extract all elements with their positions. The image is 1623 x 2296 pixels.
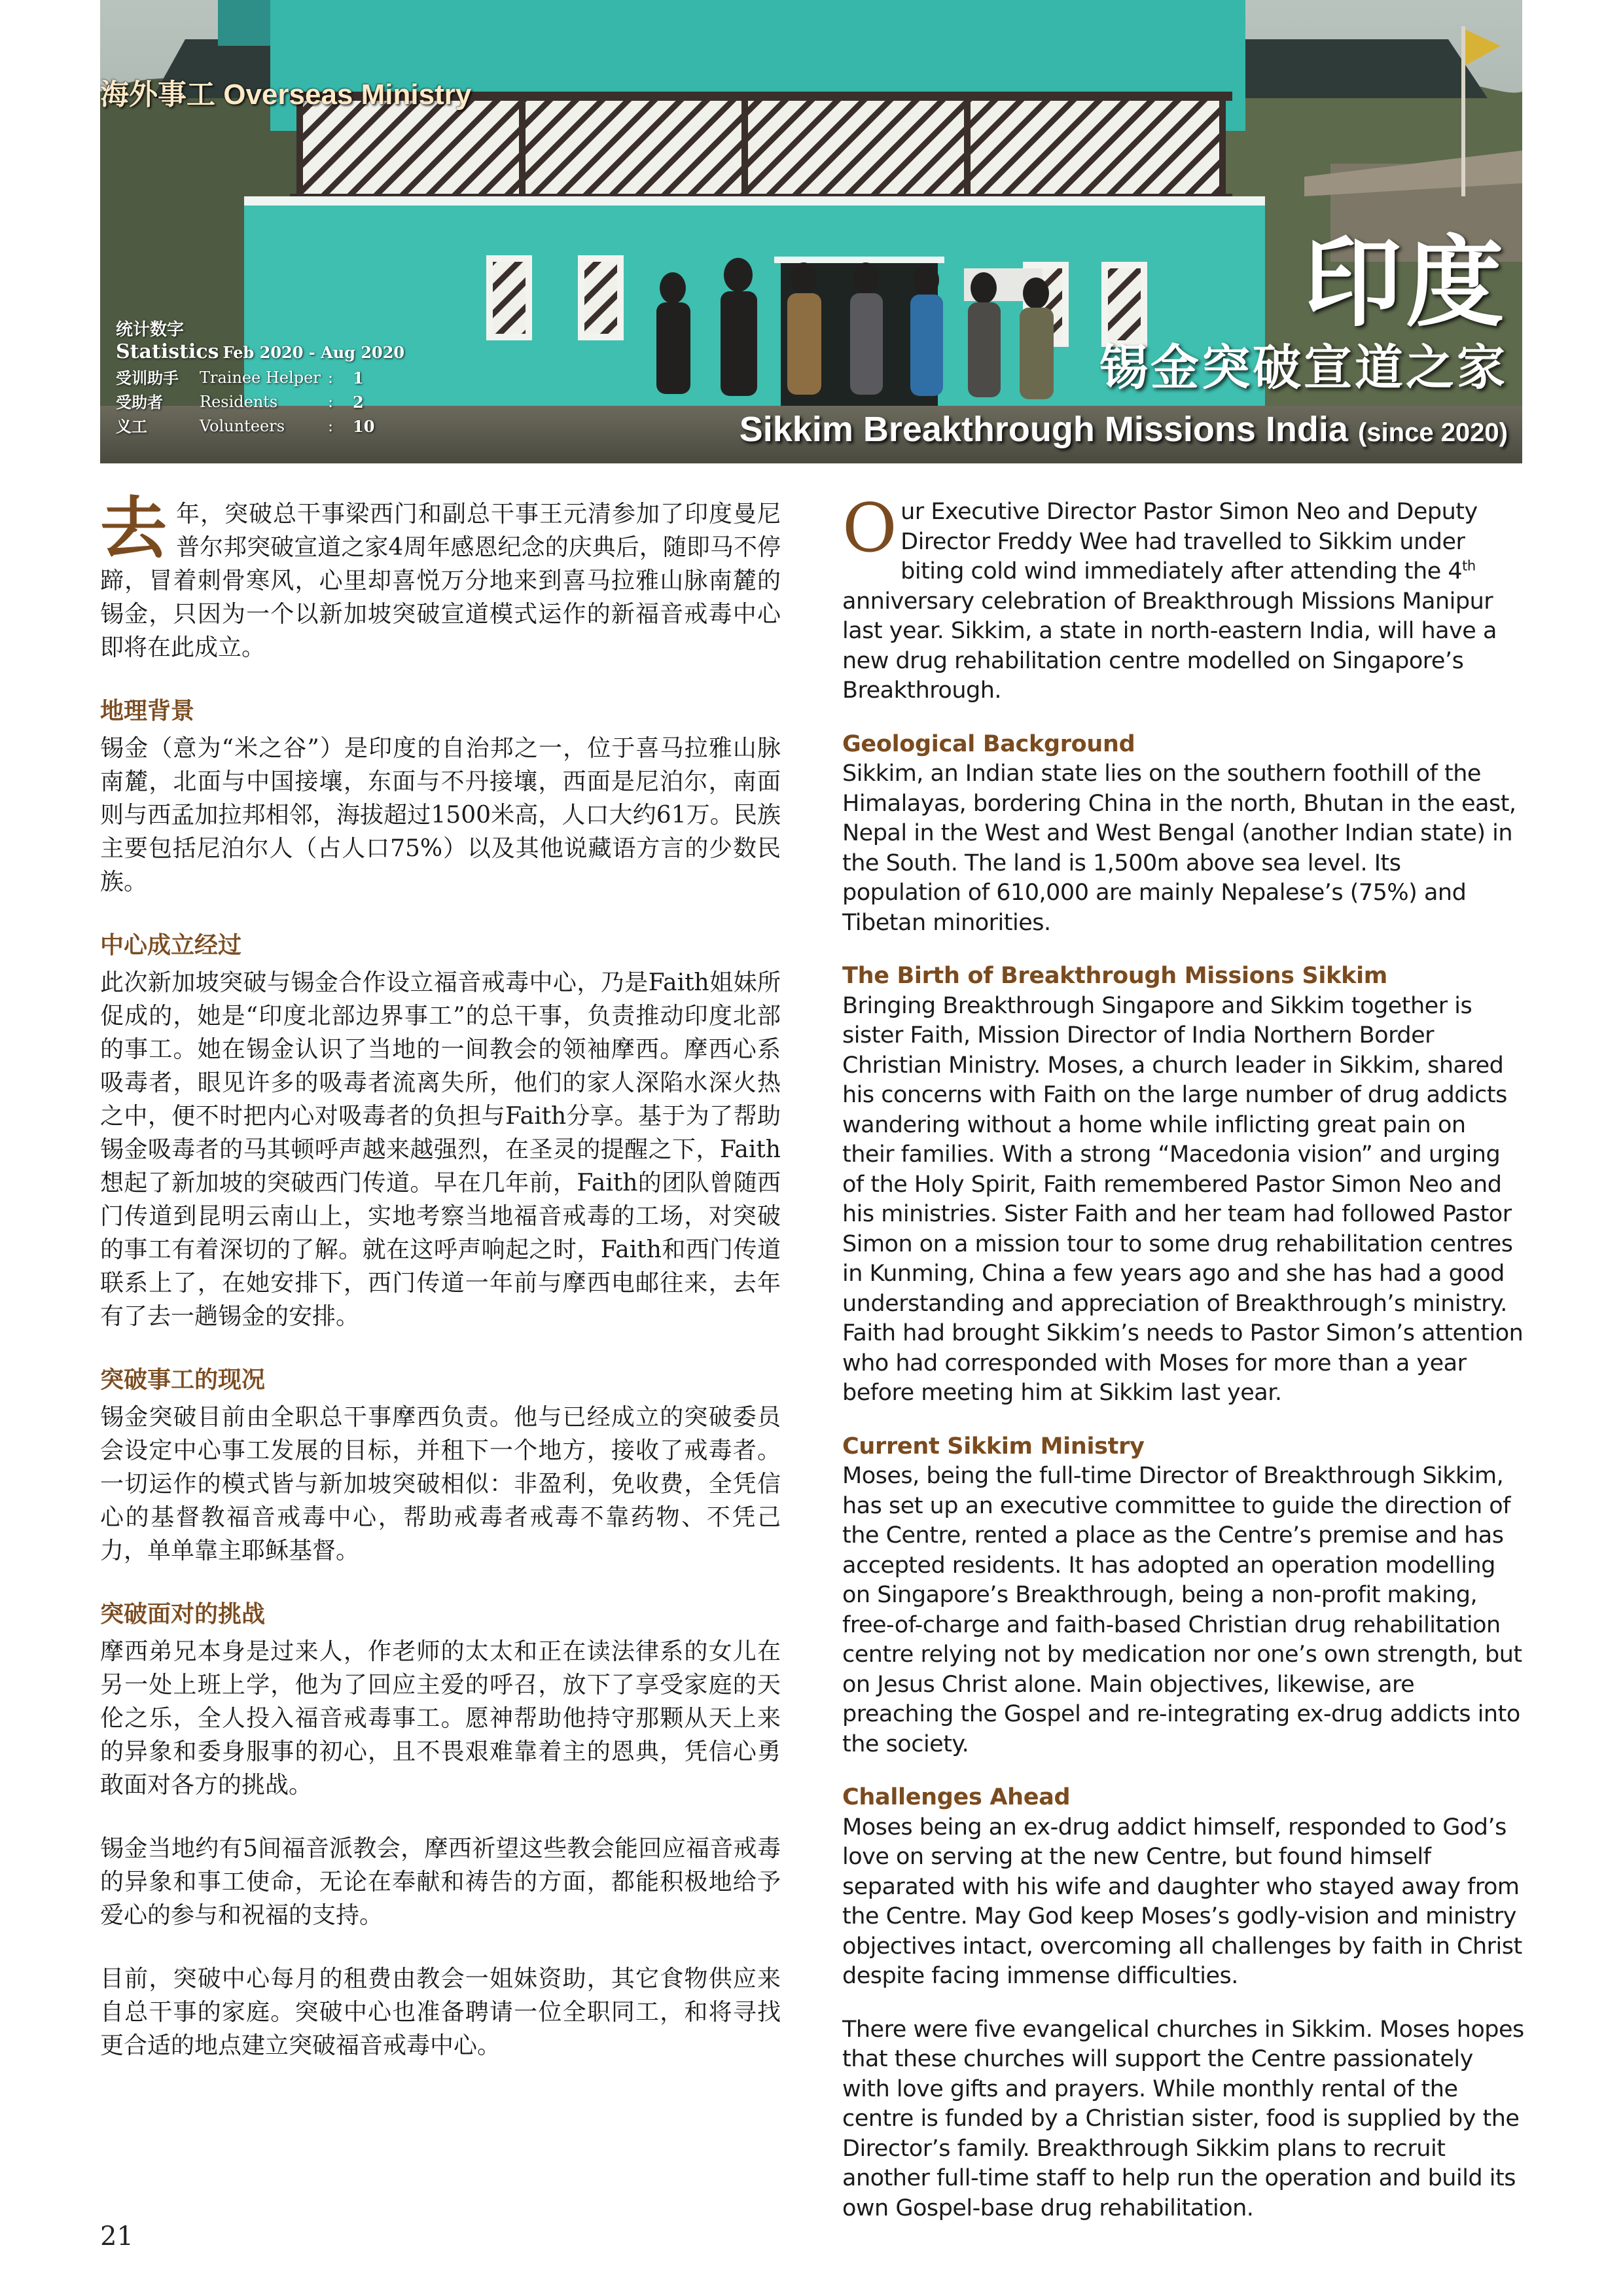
stats-row-cn: 受助者 — [116, 393, 163, 412]
en-intro-sup: th — [1462, 558, 1476, 574]
stats-row-sep: : — [328, 393, 334, 411]
stats-row-value: 2 — [353, 393, 364, 412]
statistics-table — [116, 366, 374, 439]
section-label: 海外事工 Overseas Ministry — [100, 79, 472, 111]
subtitle-en — [740, 408, 1508, 454]
stats-row-en: Volunteers — [200, 417, 285, 435]
english-column — [842, 490, 1524, 2247]
page-number: 21 — [100, 2221, 134, 2251]
cn-heading-challenge: 突破面对的挑战 — [100, 1601, 266, 1628]
statistics-label-cn: 统计数字 — [116, 320, 185, 340]
title-cn: 印度 — [1303, 225, 1508, 340]
en-paragraph-birth: Bringing Breakthrough Singapore and Sikkim together is sister Faith, Mission Director of India Northern Border Christian Ministry. Moses, a church leader in Sikkim, shared his concerns with Faith on the large number of drug addicts wandering without a home while inflicting great pain on their families. With a strong “Macedonia vision” and urging of the Holy Spirit, Faith remembered Pastor Simon Neo and his ministries. Sister Faith and her team had followed Pastor Simon on a mission tour to some drug rehabilitation centres in Kunming, China a few years ago and she has had a good understanding and appreciation of Breakthrough’s ministry. Faith had brought Sikkim’s needs to Pastor Simon’s attention who had corresponded with Moses for more than a year before meeting him at Sikkim last year. — [842, 992, 1524, 1406]
stats-row-sep: : — [328, 417, 334, 435]
en-heading-geo: Geological Background — [842, 730, 1135, 757]
en-intro — [842, 490, 1524, 706]
statistics-label-en: Statistics — [116, 340, 219, 363]
since-label: (since 2020) — [1357, 418, 1508, 447]
en-heading-challenge: Challenges Ahead — [842, 1784, 1071, 1810]
en-dropcap: O — [842, 490, 897, 567]
en-paragraph-churches: There were five evangelical churches in Sikkim. Moses hopes that these churches will support the Centre passionately with love gifts and prayers. While monthly rental of the centre is funded by a Christian sister, food is supplied by the Director’s family. Breakthrough Sikkim plans to recruit another full-time staff to help run the operation and build its own Gospel-base drug rehabilitation. — [842, 2016, 1524, 2221]
stats-row-sep: : — [328, 368, 334, 387]
stats-row-en: Residents — [200, 393, 278, 411]
chinese-column — [100, 490, 781, 2092]
cn-paragraph-current: 锡金突破目前由全职总干事摩西负责。他与已经成立的突破委员会设定中心事工发展的目标，并租下一个地方，接收了戒毒者。一切运作的模式皆与新加坡突破相似：非盈利，免收费，全凭信心的基督教福音戒毒中心，帮助戒毒者戒毒不靠药物、不凭己力，单单靠主耶稣基督。 — [100, 1404, 781, 1564]
stats-row-cn: 义工 — [116, 417, 147, 436]
en-paragraph-current: Moses, being the full-time Director of Breakthrough Sikkim, has set up an executive committee to guide the direction of the Centre, rented a place as the Centre’s premise and has accepted residents. It has adopted an operation modelling on Singapore’s Breakthrough, being a non-profit making, free-of-charge and faith-based Christian drug rehabilitation centre relying not by medication nor one’s own strength, but on Jesus Christ alone. Main objectives, likewise, are preaching the Gospel and re-integrating ex-drug addicts into the society. — [842, 1463, 1522, 1757]
stats-row-value: 1 — [353, 368, 364, 387]
hero-photo — [100, 0, 1522, 463]
cn-intro — [100, 490, 781, 664]
stats-row — [116, 366, 374, 390]
en-heading-birth: The Birth of Breakthrough Missions Sikkim — [842, 963, 1387, 989]
en-heading-current: Current Sikkim Ministry — [842, 1433, 1145, 1460]
stats-row-en: Trainee Helper — [200, 368, 321, 387]
cn-paragraph-churches: 锡金当地约有5间福音派教会，摩西祈望这些教会能回应福音戒毒的异象和事工使命，无论在奉献和祷告的方面，都能积极地给予爱心的参与和祝福的支持。 — [100, 1835, 781, 1929]
cn-paragraph-birth: 此次新加坡突破与锡金合作设立福音戒毒中心，乃是Faith姐妹所促成的，她是“印度北部边界事工”的总干事，负责推动印度北部的事工。她在锡金认识了当地的一间教会的领袖摩西。摩西心系吸毒者，眼见许多的吸毒者流离失所，他们的家人深陷水深火热之中，便不时把内心对吸毒者的负担与Faith分享。基于为了帮助锡金吸毒者的马其顿呼声越来越强烈，在圣灵的提醒之下，Faith想起了新加坡的突破西门传道。早在几年前，Faith的团队曾随西门传道到昆明云南山上，实地考察当地福音戒毒的工场，对突破的事工有着深切的了解。就在这呼声响起之时，Faith和西门传道联系上了，在她安排下，西门传道一年前与摩西电邮往来，去年有了去一趟锡金的安排。 — [100, 969, 781, 1330]
stats-row — [116, 390, 374, 414]
subtitle-en-text: Sikkim Breakthrough Missions India — [739, 410, 1348, 449]
statistics-box — [116, 319, 404, 439]
cn-paragraph-funding: 目前，突破中心每月的租费由教会一姐妹资助，其它食物供应来自总干事的家庭。突破中心也准备聘请一位全职同工，和将寻找更合适的地点建立突破福音戒毒中心。 — [100, 1965, 781, 2059]
stats-row — [116, 414, 374, 439]
stats-row-value: 10 — [353, 417, 375, 436]
statistics-period: Feb 2020 - Aug 2020 — [223, 343, 405, 362]
cn-paragraph-challenge: 摩西弟兄本身是过来人，作老师的太太和正在读法律系的女儿在另一处上班上学，他为了回应主爱的呼召，放下了享受家庭的天伦之乐，全人投入福音戒毒事工。愿神帮助他持守那颗从天上来的异象和委身服事的初心，且不畏艰难靠着主的恩典，凭信心勇敢面对各方的挑战。 — [100, 1638, 781, 1799]
cn-paragraph-geo: 锡金（意为“米之谷”）是印度的自治邦之一，位于喜马拉雅山脉南麓，北面与中国接壤，东面与不丹接壤，西面是尼泊尔，南面则与西孟加拉邦相邻，海拔超过1500米高，人口大约61万。民族主要包括尼泊尔人（占人口75%）以及其他说藏语方言的少数民族。 — [100, 735, 781, 895]
en-paragraph-challenge: Moses being an ex-drug addict himself, responded to God’s love on serving at the new Centre, but found himself separated with his wife and daughter who stayed away from the Centre. May God keep Moses’s godly-vision and ministry objectives intact, overcoming all challenges by faith in Christ despite facing immense difficulties. — [842, 1814, 1522, 1989]
cn-heading-current: 突破事工的现况 — [100, 1367, 266, 1393]
en-paragraph-geo: Sikkim, an Indian state lies on the southern foothill of the Himalayas, bordering China in the north, Bhutan in the east, Nepal in the West and West Bengal (another Indian state) in the South. The land is 1,500m above sea level. Its population of 610,000 are mainly Nepalese’s (75%) and Tibetan minorities. — [842, 761, 1516, 936]
stats-row-cn: 受训助手 — [116, 368, 179, 387]
cn-intro-text: 年，突破总干事梁西门和副总干事王元清参加了印度曼尼普尔邦突破宣道之家4周年感恩纪念的庆典后，随即马不停蹄，冒着刺骨寒风，心里却喜悦万分地来到喜马拉雅山脉南麓的锡金，只因为一个以新加坡突破宣道模式运作的新福音戒毒中心即将在此成立。 — [100, 501, 781, 661]
cn-heading-geo: 地理背景 — [100, 698, 195, 725]
en-intro-text-a: ur Executive Director Pastor Simon Neo and Deputy Director Freddy Wee had travelled to Sikkim under biting cold wind immediately after attending the 4 — [901, 499, 1478, 584]
subtitle-cn: 锡金突破宣道之家 — [1099, 340, 1508, 396]
statistics-label — [116, 340, 404, 365]
en-intro-text-b: anniversary celebration of Breakthrough Missions Manipur last year. Sikkim, a state in north-eastern India, will have a new drug rehabilitation centre modelled on Singapore’s Breakthrough. — [842, 588, 1497, 704]
cn-dropcap: 去 — [100, 490, 167, 568]
cn-heading-birth: 中心成立经过 — [100, 932, 242, 959]
